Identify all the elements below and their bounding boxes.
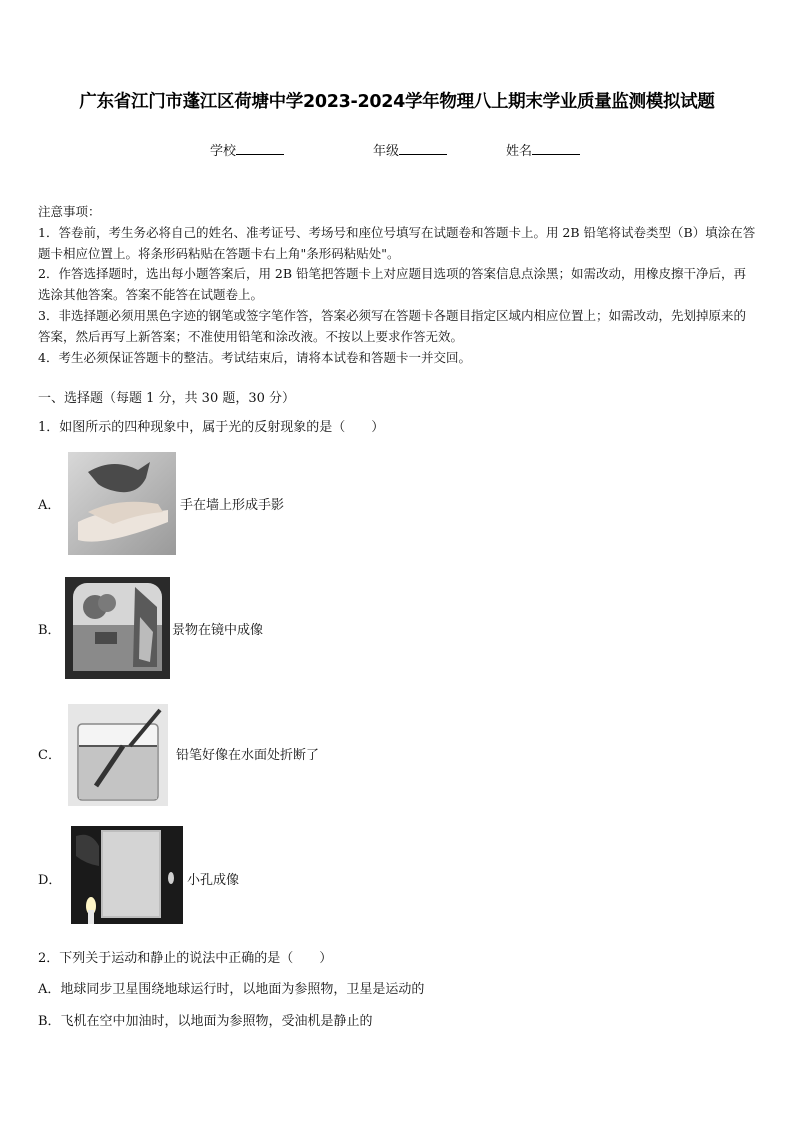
student-info-row — [0, 140, 794, 160]
notice-block — [38, 202, 758, 368]
grade-blank — [399, 142, 447, 155]
option-b-letter: B． — [38, 623, 61, 638]
hand-shadow-icon — [68, 452, 176, 555]
question-2-stem: 2．下列关于运动和静止的说法中正确的是（ ） — [38, 951, 333, 966]
name-label: 姓名 — [506, 144, 533, 159]
pinhole-camera-icon — [71, 826, 183, 924]
exam-title: 广东省江门市蓬江区荷塘中学2023-2024学年物理八上期末学业质量监测模拟试题 — [79, 92, 715, 112]
notice-item: 3．非选择题必须用黑色字迹的钢笔或签字笔作答，答案必须写在答题卡各题目指定区域内相应位置上；如需改动，先划掉原来的答案，然后再写上新答案；不准使用铅笔和涂改液。不按以上要求作答无效。 — [38, 307, 746, 344]
option-d-letter: D． — [38, 873, 62, 888]
grade-field — [373, 140, 447, 159]
option-c-text: 铅笔好像在水面处折断了 — [176, 748, 320, 763]
notice-heading: 注意事项： — [38, 204, 101, 219]
school-field — [210, 140, 284, 159]
question-2-option-b: B．飞机在空中加油时，以地面为参照物，受油机是静止的 — [38, 1014, 373, 1029]
section-heading: 一、选择题（每题 1 分，共 30 题，30 分） — [38, 391, 296, 406]
notice-item: 4．考生必须保证答题卡的整洁。考试结束后，请将本试卷和答题卡一并交回。 — [38, 349, 471, 365]
question-1-stem: 1．如图所示的四种现象中，属于光的反射现象的是（ ） — [38, 420, 385, 435]
option-a-text: 手在墙上形成手影 — [180, 498, 285, 513]
pencil-in-water-photo — [68, 704, 168, 806]
name-field — [506, 140, 580, 159]
question-2-option-a: A．地球同步卫星围绕地球运行时，以地面为参照物，卫星是运动的 — [38, 982, 425, 997]
notice-item: 1．答卷前，考生务必将自己的姓名、准考证号、考场号和座位号填写在试题卷和答题卡上。用 2B 铅笔将试卷类型（B）填涂在答题卡相应位置上。将条形码粘贴在答题卡右上角"条形码粘贴处"。 — [38, 224, 756, 261]
school-blank — [236, 142, 284, 155]
option-c-letter: C． — [38, 748, 61, 763]
notice-item: 2．作答选择题时，选出每小题答案后，用 2B 铅笔把答题卡上对应题目选项的答案信息点涂黑；如需改动，用橡皮擦干净后，再选涂其他答案。答案不能答在试题卷上。 — [38, 266, 747, 303]
pinhole-camera-photo — [71, 826, 183, 924]
grade-label: 年级 — [373, 144, 400, 159]
hand-shadow-photo — [68, 452, 176, 555]
car-mirror-icon — [65, 577, 170, 679]
option-a-letter: A． — [38, 498, 61, 513]
school-label: 学校 — [210, 144, 237, 159]
car-mirror-photo — [65, 577, 170, 679]
option-d-text: 小孔成像 — [187, 873, 240, 888]
option-b-text: 景物在镜中成像 — [172, 623, 264, 638]
name-blank — [532, 142, 580, 155]
pencil-in-water-icon — [68, 704, 168, 806]
